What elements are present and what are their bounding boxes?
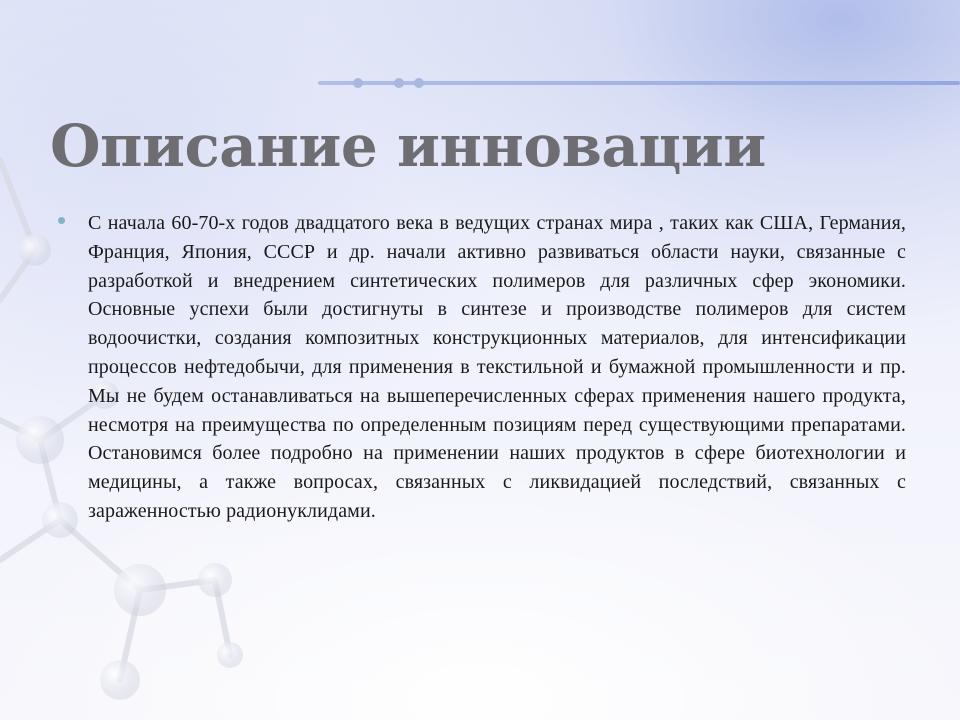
accent-dot-icon	[353, 78, 363, 88]
body-paragraph: С начала 60-70-х годов двадцатого века в ведущих странах мира , таких как США, Германия, Франция, Япония, СССР и др. начали активно развиваться области науки, связанные с разработкой и внедрением синтетических полимеров для различных сфер экономики. Основные успехи были достигнуты в синтезе и производстве полимеров для систем водоочистки, создания композитных конструкционных материалов, для интенсификации процессов нефтедобычи, для применения в текстильной и бумажной промышленности и пр. Мы не будем останавливаться на вышеперечисленных сферах применения нашего продукта, несмотря на преимущества по определенным позициям перед существующими препаратами. Остановимся более подробно на применении наших продуктов в сфере биотехнологии и медицины, а также вопросах, связанных с ликвидацией последствий, связанных с зараженностью радионуклидами.	[88, 212, 906, 522]
slide-content	[58, 209, 906, 526]
bullet-item	[58, 209, 906, 526]
accent-dot-icon	[414, 78, 424, 88]
accent-dot-icon	[394, 78, 404, 88]
round-bullet-icon	[58, 217, 65, 224]
slide-title: Описание инновации	[50, 112, 766, 180]
